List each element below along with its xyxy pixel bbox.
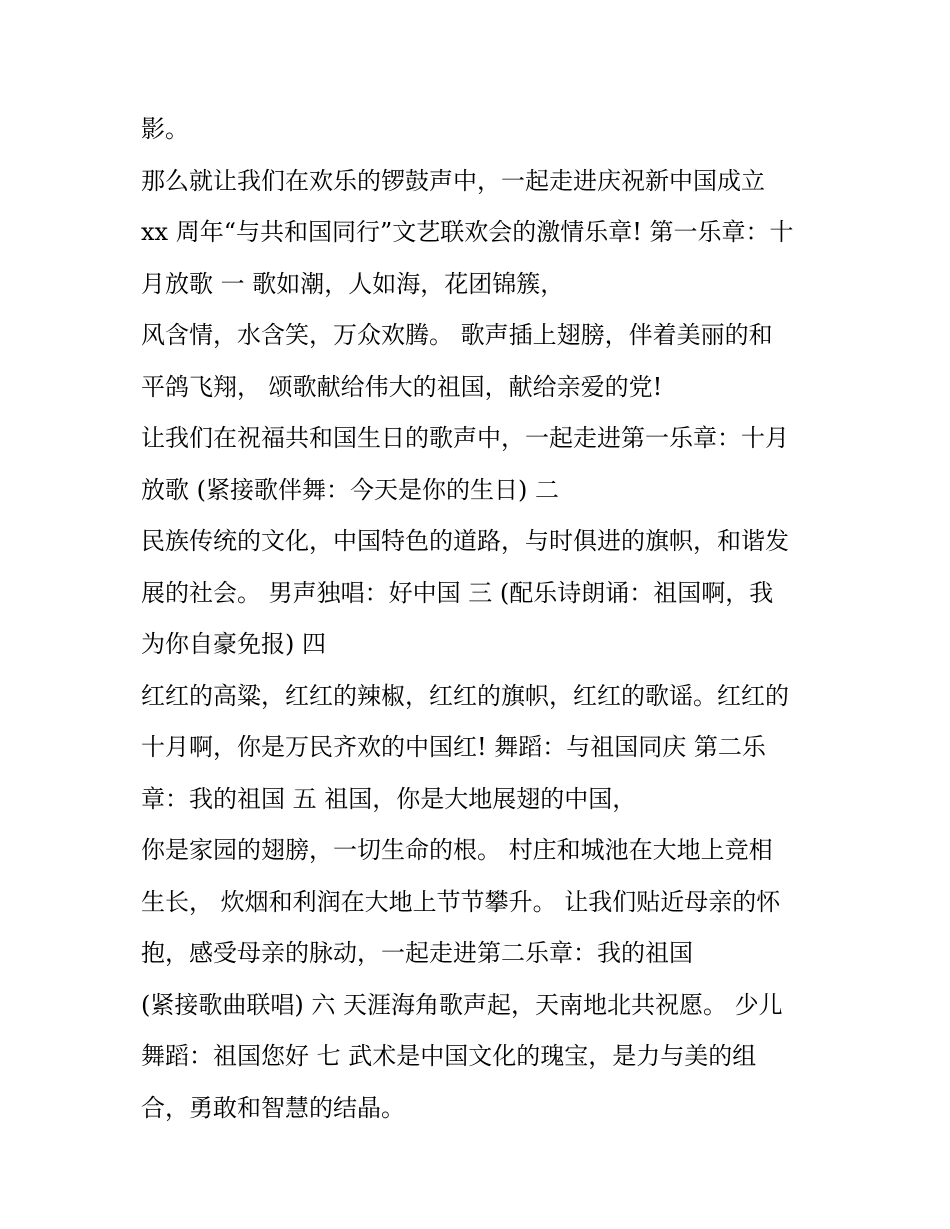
text-line: 十月啊，你是万民齐欢的中国红! 舞蹈：与祖国同庆 第二乐 — [141, 733, 766, 761]
text-line: 放歌 (紧接歌伴舞：今天是你的生日) 二 — [141, 475, 559, 504]
text-line: 为你自豪免报) 四 — [141, 630, 326, 658]
text-line: 风含情，水含笑，万众欢腾。 歌声插上翅膀，伴着美丽的和 — [141, 321, 773, 349]
text-line: 那么就让我们在欢乐的锣鼓声中，一起走进庆祝新中国成立 — [141, 166, 765, 195]
text-line: 合，勇敢和智慧的结晶。 — [141, 1093, 405, 1122]
text-line: 章：我的祖国 五 祖国，你是大地展翅的中国， — [141, 784, 637, 813]
text-line: 你是家园的翅膀，一切生命的根。 村庄和城池在大地上竞相 — [141, 836, 773, 864]
text-line: 红红的高粱，红红的辣椒，红红的旗帜，红红的歌谣。红红的 — [141, 681, 789, 710]
text-line: (紧接歌曲联唱) 六 天涯海角歌声起，天南地北共祝愿。 少儿 — [141, 990, 783, 1019]
text-line: 民族传统的文化，中国特色的道路，与时俱进的旗帜，和谐发 — [141, 527, 789, 555]
text-line: 月放歌 一 歌如潮，人如海，花团锦簇， — [141, 269, 565, 298]
document-body — [141, 104, 821, 1134]
text-line: 生长， 炊烟和利润在大地上节节攀升。 让我们贴近母亲的怀 — [141, 887, 781, 916]
text-line: 抱，感受母亲的脉动，一起走进第二乐章：我的祖国 — [141, 939, 693, 967]
text-line: 影。 — [141, 115, 189, 143]
text-line: 平鸽飞翔， 颂歌献给伟大的祖国，献给亲爱的党! — [141, 372, 663, 401]
text-line: 展的社会。 男声独唱：好中国 三 (配乐诗朗诵：祖国啊，我 — [141, 578, 774, 607]
text-line: xx 周年“与共和国同行”文艺联欢会的激情乐章! 第一乐章：十 — [141, 218, 794, 246]
text-line: 舞蹈：祖国您好 七 武术是中国文化的瑰宝，是力与美的组 — [141, 1042, 757, 1070]
text-line: 让我们在祝福共和国生日的歌声中，一起走进第一乐章：十月 — [141, 424, 789, 452]
